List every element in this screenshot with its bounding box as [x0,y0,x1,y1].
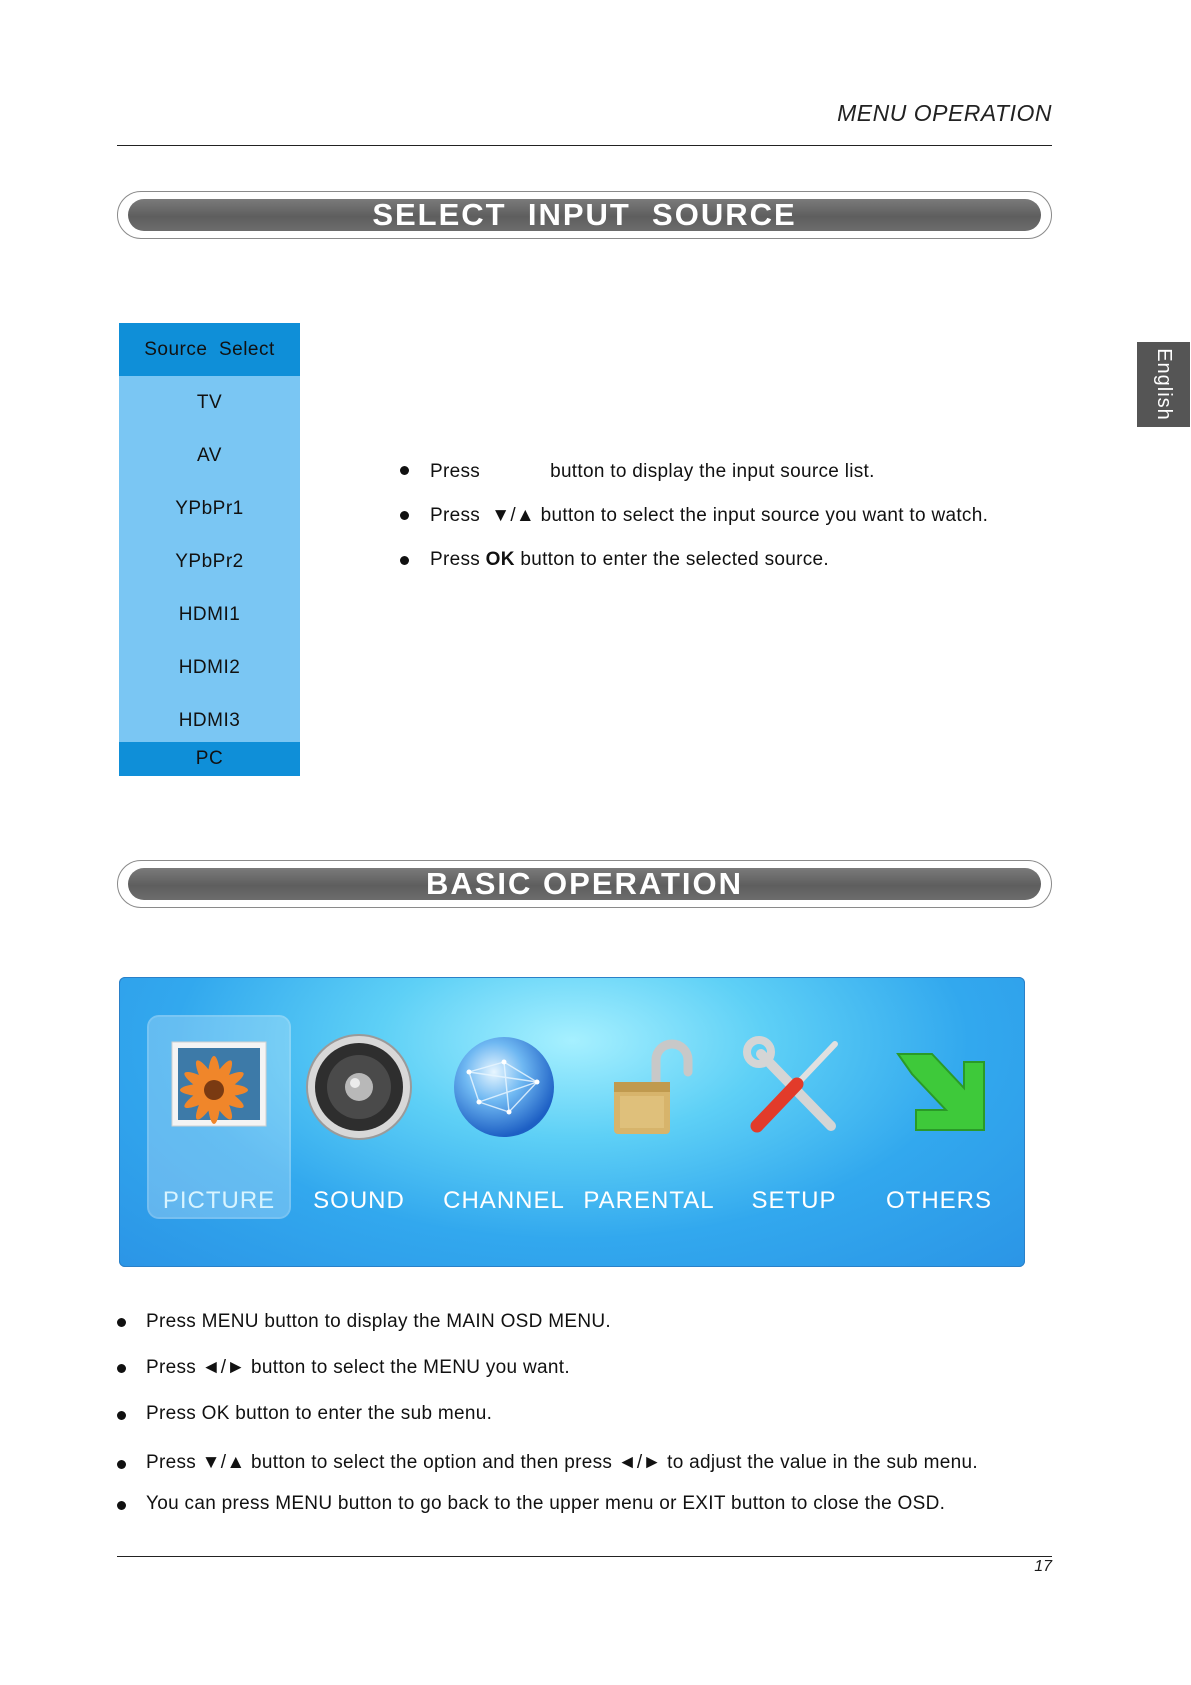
source-list-header: Source Select [119,323,300,376]
instruction-line-1: Press button to display the input source list. [430,461,875,482]
footer-divider [117,1556,1052,1557]
bullet-dot [400,511,409,520]
section-banner-basic-operation [117,860,1052,908]
osd-item-picture[interactable] [149,1017,289,1217]
section-title: SELECT INPUT SOURCE [372,197,797,232]
bullet-dot [117,1501,126,1510]
instruction-line-3: Press OK button to enter the selected source. [430,549,830,570]
bullet-dot [117,1460,126,1469]
header-divider [117,145,1052,146]
basic-instruction-4: Press ▼/▲ button to select the option and then press ◄/► to adjust the value in the sub menu. [146,1452,978,1473]
bullet-dot [117,1318,126,1327]
bullet-dot [117,1411,126,1420]
source-item-hdmi3[interactable]: HDMI3 [178,709,241,731]
source-item-hdmi2[interactable]: HDMI2 [178,656,241,678]
globe-icon [449,1032,559,1142]
tools-icon [739,1032,849,1142]
instruction-line-2: Press ▼/▲ button to select the input source you want to watch. [430,505,989,526]
padlock-icon [594,1032,704,1142]
bullet-dot [400,466,409,475]
osd-item-label: OTHERS [885,1187,992,1214]
source-item-ypbpr2[interactable]: YPbPr2 [175,550,244,572]
source-item-pc-selected[interactable]: PC [119,742,300,776]
osd-item-label: SOUND [313,1187,405,1214]
basic-instruction-5: You can press MENU button to go back to the upper menu or EXIT button to close the OSD. [146,1493,946,1514]
osd-main-menu [119,977,1025,1267]
section-title: BASIC OPERATION [425,866,744,901]
section-banner-select-input-source [117,191,1052,239]
source-item-hdmi1[interactable]: HDMI1 [178,603,241,625]
source-item-ypbpr1[interactable]: YPbPr1 [175,497,244,519]
basic-instruction-3: Press OK button to enter the sub menu. [146,1403,493,1424]
bullet-dot [117,1364,126,1373]
basic-instruction-1: Press MENU button to display the MAIN OSD MENU. [146,1311,611,1332]
page-header-title: MENU OPERATION [837,100,1052,126]
source-item-tv[interactable]: TV [196,391,223,413]
source-item-av[interactable]: AV [197,444,222,466]
basic-instruction-2: Press ◄/► button to select the MENU you want. [146,1357,570,1378]
arrow-icon [884,1032,994,1142]
source-select-list [119,323,300,776]
language-tab-label: English [1153,348,1176,421]
language-tab [1137,342,1190,427]
osd-item-label: CHANNEL [443,1187,565,1214]
osd-item-label: PARENTAL [583,1187,715,1214]
osd-item-channel[interactable] [434,1017,574,1217]
page-number: 17 [1034,1558,1052,1575]
speaker-icon [304,1032,414,1142]
bullet-dot [400,556,409,565]
osd-item-others[interactable] [869,1017,1009,1217]
osd-item-sound[interactable] [289,1017,429,1217]
osd-item-setup[interactable] [724,1017,864,1217]
osd-item-label: SETUP [751,1187,837,1214]
osd-item-label: PICTURE [162,1187,276,1214]
picture-icon [164,1032,274,1142]
osd-item-parental[interactable] [579,1017,719,1217]
